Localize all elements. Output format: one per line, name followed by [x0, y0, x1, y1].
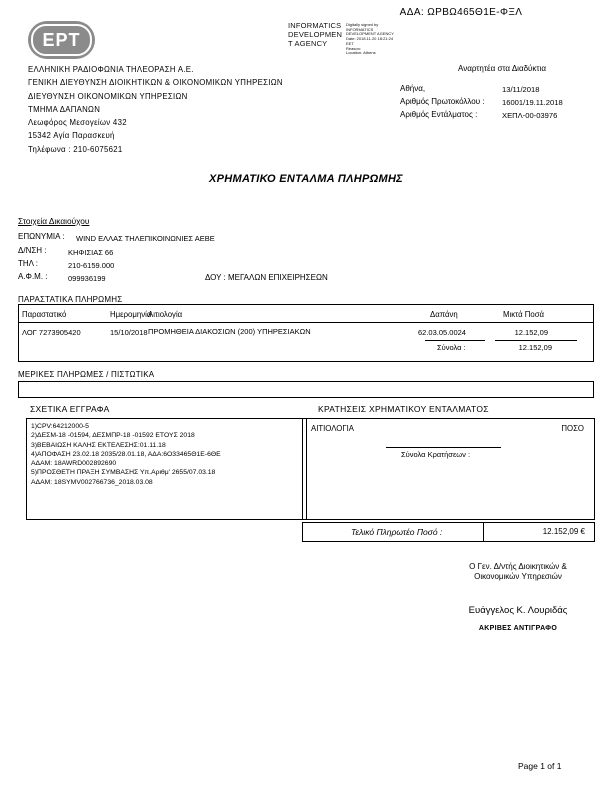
- related-doc-line: 4)ΑΠΟΦΑΣΗ 23.02.18 2035/28.01.18, ΑΔΑ:6Ο33465Θ1Ε-6ΘΕ: [31, 450, 221, 458]
- stamp-detail-line: DEVELOPMENT AGENCY: [346, 31, 394, 37]
- related-doc-line: ΑΔΑΜ: 18SYMV002766736_2018.03.08: [31, 478, 153, 486]
- stamp-detail-line: EET: [346, 40, 354, 46]
- certified-copy-label: ΑΚΡΙΒΕΣ ΑΝΤΙΓΡΑΦΟ: [478, 625, 558, 632]
- table-totals-value: 12.152,09: [518, 343, 552, 352]
- stamp-agency-line: T AGENCY: [288, 39, 328, 48]
- payment-documents-section-label: ΠΑΡΑΣΤΑΤΙΚΑ ΠΛΗΡΩΜΗΣ: [18, 295, 123, 304]
- beneficiary-name-value: WIND ΕΛΛΑΣ ΤΗΛΕΠΙΚΟΙΝΩΝΙΕΣ ΑΕΒΕ: [76, 234, 215, 243]
- partial-payments-label: ΜΕΡΙΚΕΣ ΠΛΗΡΩΜΕΣ / ΠΙΣΤΩΤΙΚΑ: [18, 370, 155, 379]
- stamp-detail-line: Digitally signed by: [346, 22, 379, 27]
- page-footer: Page 1 of 1: [518, 761, 562, 771]
- related-doc-line: 3)ΒΕΒΑΙΩΣΗ ΚΑΛΗΣ ΕΚΤΕΛΕΣΗΣ:01.11.18: [31, 441, 166, 449]
- partial-payments-box: [18, 381, 594, 398]
- related-docs-box: [26, 418, 307, 520]
- org-line-city: 15342 Αγία Παρασκευή: [28, 131, 115, 141]
- digital-signature-stamp-details: [346, 23, 394, 56]
- table-row-expense-code: 62.03.05.0024: [418, 328, 466, 337]
- org-line-phone: Τηλέφωνα : 210-6075621: [28, 144, 123, 154]
- deductions-totals-label: Σύνολα Κρατήσεων :: [401, 450, 471, 459]
- organization-block: [28, 63, 283, 156]
- deductions-box: [302, 418, 595, 520]
- table-row-document: ΛΟΓ 7273905420: [22, 328, 81, 337]
- beneficiary-afm-label: Α.Φ.Μ. :: [18, 272, 48, 281]
- related-doc-line: ΑΔΑΜ: 18AWRD002892690: [31, 460, 117, 468]
- org-line-company: ΕΛΛΗΝΙΚΗ ΡΑΔΙΟΦΩΝΙΑ ΤΗΛΕΟΡΑΣΗ Α.Ε.: [28, 65, 194, 74]
- order-number-label: Αριθμός Εντάλματος :: [400, 110, 478, 119]
- final-amount-label: Τελικό Πληρωτέο Ποσό :: [351, 527, 443, 537]
- org-line-department: ΤΜΗΜΑ ΔΑΠΑΝΩΝ: [28, 104, 101, 114]
- totals-overline-right: [495, 340, 577, 341]
- protocol-number-value: 16001/19.11.2018: [502, 98, 563, 107]
- signatory-title-line: Ο Γεν. Δ/ντής Διοικητικών &: [469, 562, 567, 571]
- ert-logo: [28, 21, 95, 59]
- beneficiary-name-label: ΕΠΩΝΥΜΙΑ :: [18, 232, 65, 241]
- table-row-reason: ΠΡΟΜΗΘΕΙΑ ΔΙΑΚΟΣΙΩΝ (200) ΥΠΗΡΕΣΙΑΚΩΝ: [148, 327, 311, 336]
- stamp-detail-line: Date: 2018.11.20 18:21:24: [346, 36, 394, 42]
- table-header-document: Παραστατικό: [22, 310, 67, 319]
- org-line-directorate: ΔΙΕΥΘΥΝΣΗ ΟΙΚΟΝΟΜΙΚΩΝ ΥΠΗΡΕΣΙΩΝ: [28, 91, 188, 101]
- deductions-heading: ΚΡΑΤΗΣΕΙΣ ΧΡΗΜΑΤΙΚΟΥ ΕΝΤΑΛΜΑΤΟΣ: [318, 404, 489, 414]
- stamp-detail-line: INFORMATICS: [346, 26, 374, 32]
- ert-logo-text: ΕΡΤ: [42, 29, 81, 50]
- city-date-value: 13/11/2018: [502, 85, 540, 94]
- deductions-totals-overline: [386, 447, 501, 448]
- stamp-detail-line: Reason:: [346, 45, 361, 51]
- table-totals-label: Σύνολα :: [437, 343, 466, 352]
- table-header-divider: [18, 322, 594, 323]
- beneficiary-address-value: ΚΗΦΙΣΙΑΣ 66: [68, 248, 114, 257]
- signatory-title-line: Οικονομικών Υπηρεσιών: [474, 572, 562, 581]
- deductions-reason-header: ΑΙΤΙΟΛΟΓΙΑ: [311, 424, 354, 433]
- table-row-gross-amount: 12.152,09: [514, 328, 548, 337]
- signature-block: [408, 562, 612, 632]
- table-header-reason: Αιτιολογία: [148, 310, 183, 319]
- table-row-date: 15/10/2018: [110, 328, 148, 337]
- org-line-street: Λεωφόρος Μεσογείων 432: [28, 118, 127, 128]
- final-amount-divider: [483, 523, 484, 541]
- protocol-number-label: Αριθμός Πρωτοκόλλου :: [400, 97, 485, 106]
- related-docs-heading: ΣΧΕΤΙΚΑ ΕΓΓΡΑΦΑ: [30, 404, 110, 414]
- beneficiary-address-label: Δ/ΝΣΗ :: [18, 246, 47, 255]
- document-title: ΧΡΗΜΑΤΙΚΟ ΕΝΤΑΛΜΑ ΠΛΗΡΩΜΗΣ: [209, 173, 403, 185]
- city-date-label: Αθήνα,: [400, 84, 426, 93]
- stamp-agency-line: DEVELOPMEN: [288, 30, 343, 39]
- final-amount-box: [302, 522, 595, 542]
- related-doc-line: 2)ΔΕΣΜ-18 -01594, ΔΕΣΜΠΡ-18 -01592 ΕΤΟΥΣ 2018: [31, 432, 195, 440]
- related-doc-line: 1)CPV:64212000-5: [31, 423, 89, 430]
- beneficiary-afm-value: 099936199: [68, 274, 106, 283]
- ada-number: ΑΔΑ: ΩΡΒΩ465Θ1Ε-ΦΞΛ: [399, 7, 523, 18]
- totals-overline-left: [425, 340, 485, 341]
- stamp-detail-line: Location: Athens: [346, 50, 376, 56]
- beneficiary-phone-value: 210-6159.000: [68, 261, 115, 270]
- final-amount-value: 12.152,09 €: [542, 527, 585, 536]
- order-number-value: ΧΕΠΛ-00-03976: [502, 111, 558, 120]
- posting-note: Αναρτητέα στα Διαδύκτια: [458, 64, 546, 73]
- table-header-expense: Δαπάνη: [430, 310, 458, 319]
- table-header-date: Ημερομηνία: [110, 310, 152, 319]
- beneficiary-heading: Στοιχεία Δικαιούχου: [18, 216, 90, 226]
- related-doc-line: 5)ΠΡΟΣΘΕΤΗ ΠΡΑΞΗ ΣΥΜΒΑΣΗΣ Υπ.Αριθμ' 2655/07.03.18: [31, 469, 216, 477]
- org-line-general-directorate: ΓΕΝΙΚΗ ΔΙΕΥΘΥΝΣΗ ΔΙΟΙΚΗΤΙΚΩΝ & ΟΙΚΟΝΟΜΙΚΩΝ ΥΠΗΡΕΣΙΩΝ: [28, 78, 283, 88]
- signatory-name: Ευάγγελος Κ. Λουριδάς: [468, 605, 568, 616]
- digital-signature-stamp-agency: [288, 21, 342, 48]
- table-header-gross: Μικτά Ποσά: [503, 310, 545, 319]
- stamp-agency-line: INFORMATICS: [288, 21, 342, 30]
- deductions-amount-header: ΠΟΣΟ: [561, 424, 584, 433]
- beneficiary-doy-label: ΔΟΥ : ΜΕΓΑΛΩΝ ΕΠΙΧΕΙΡΗΣΕΩΝ: [205, 273, 328, 282]
- beneficiary-phone-label: ΤΗΛ :: [18, 259, 39, 268]
